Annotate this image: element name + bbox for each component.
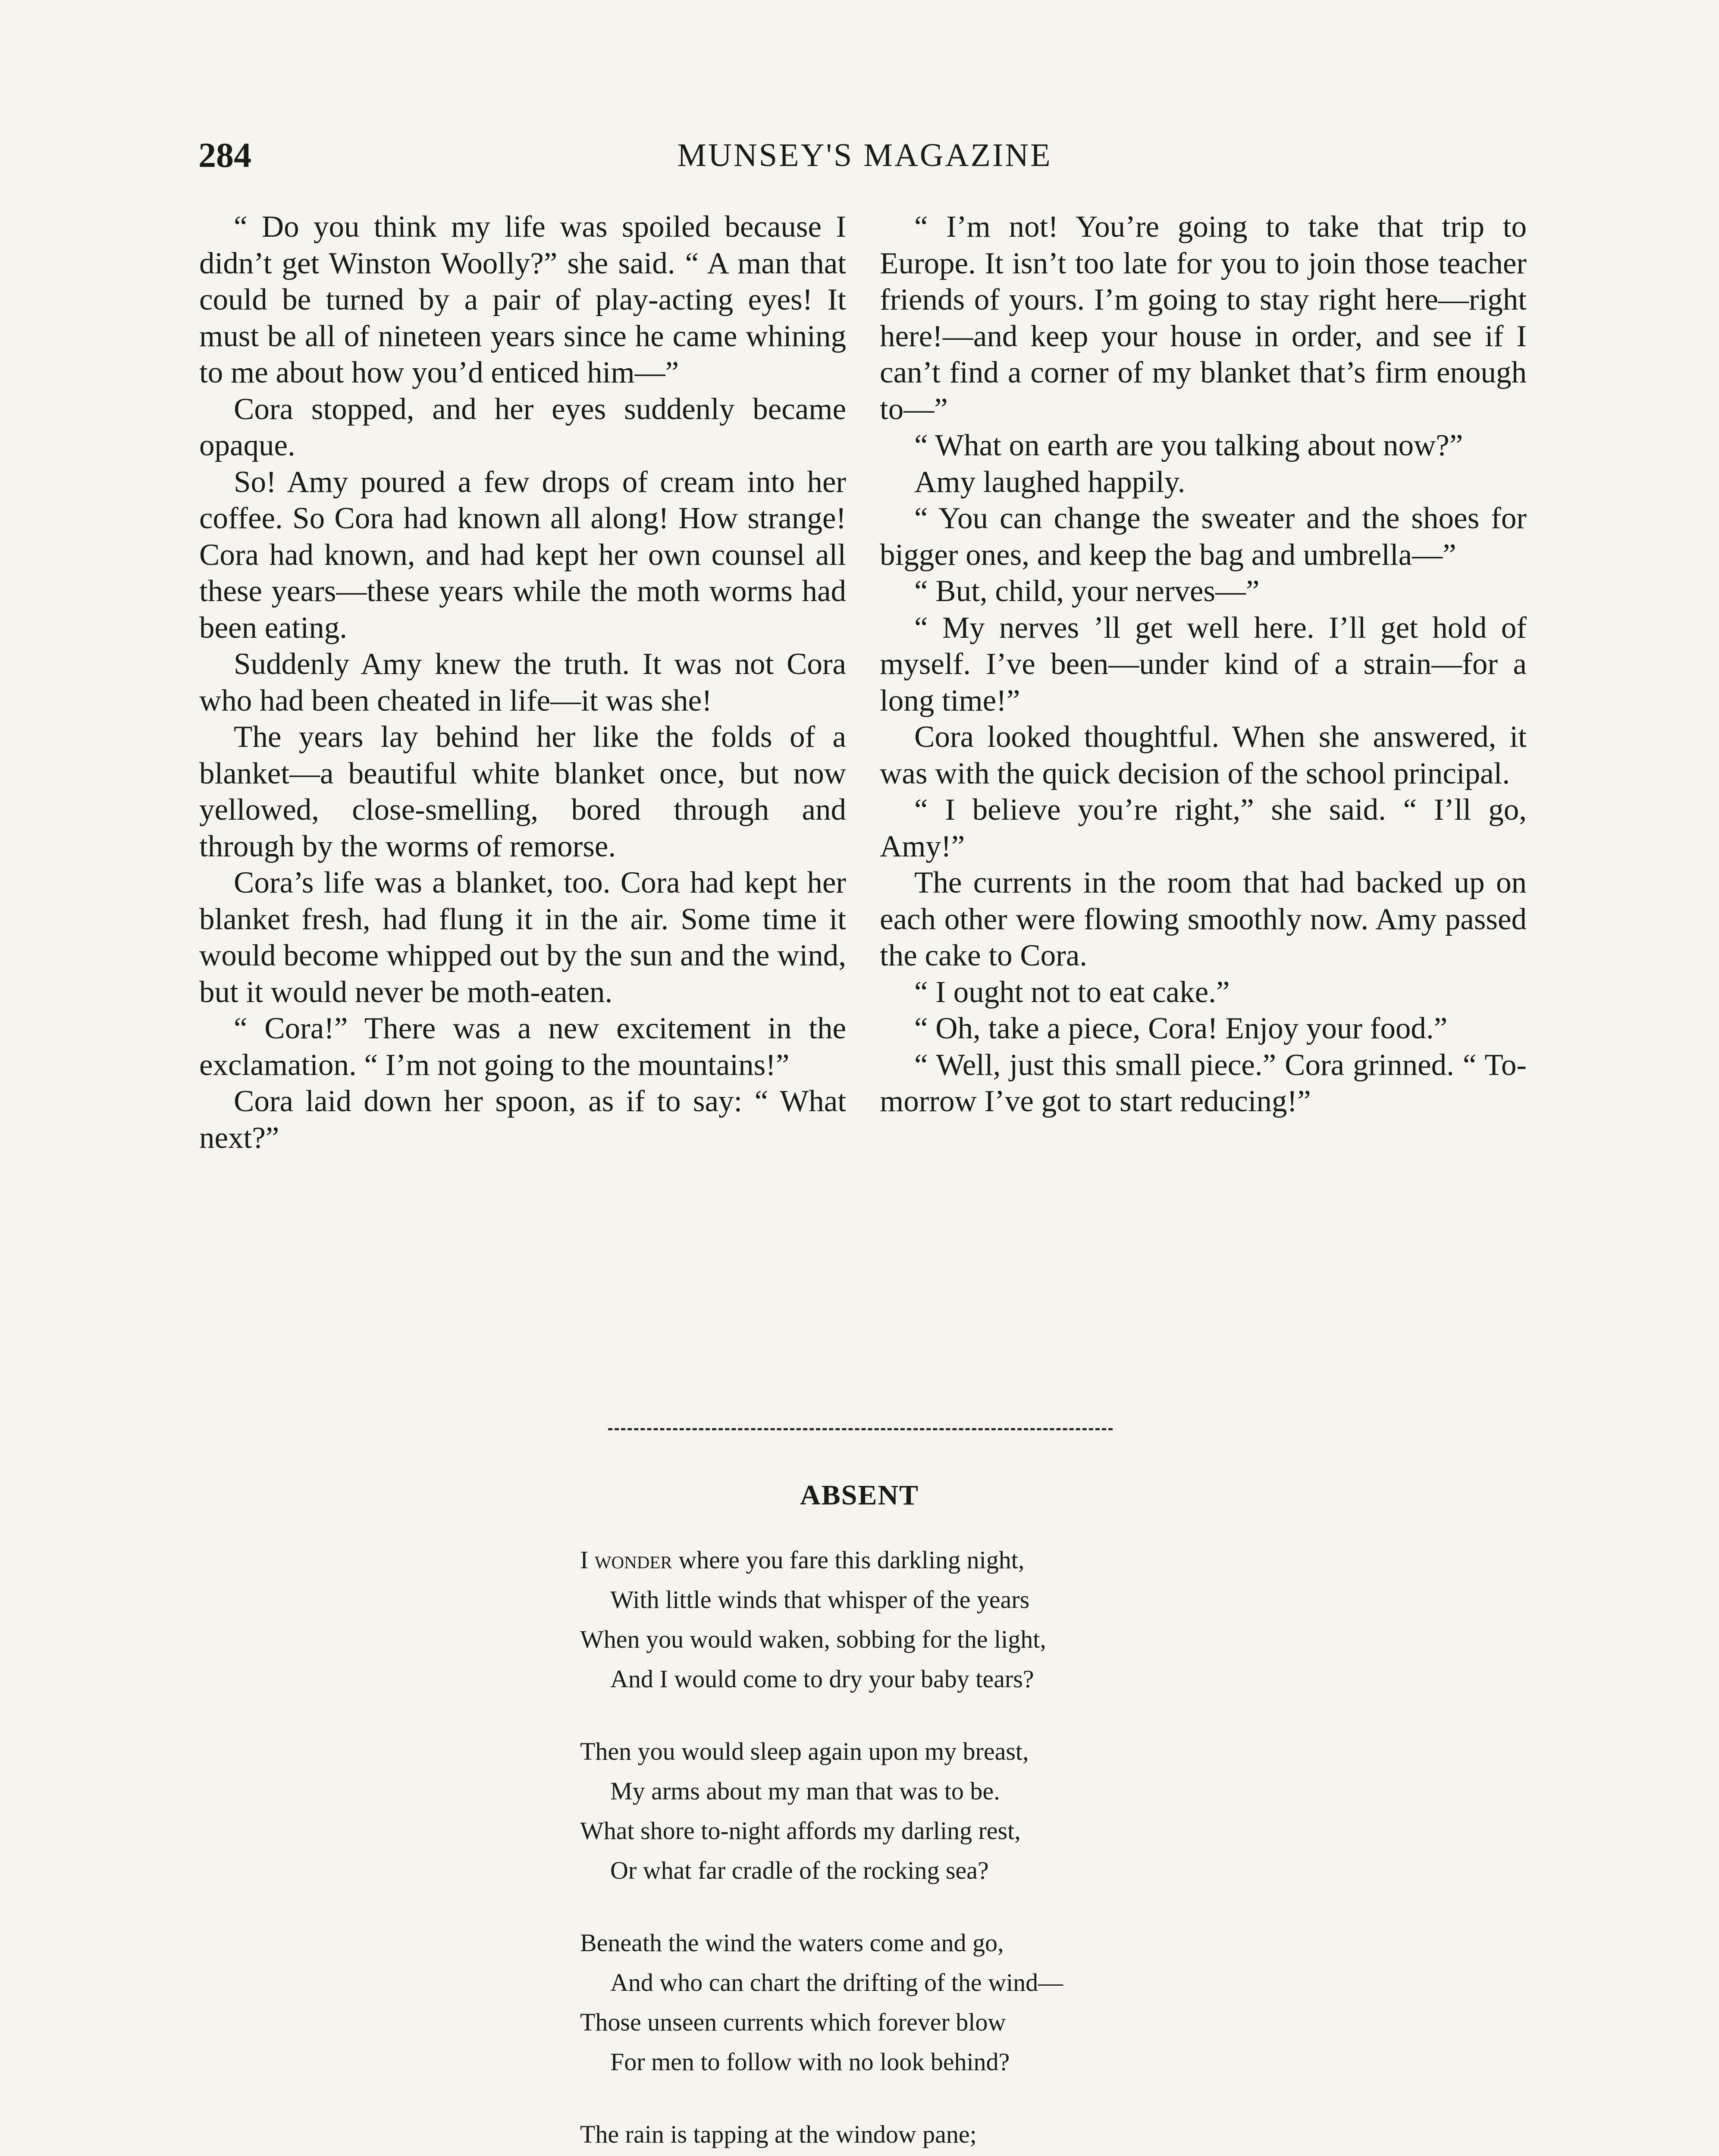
paragraph: “ You can change the sweater and the shoes for bigger ones, and keep the bag and umbrella—”	[880, 501, 1527, 572]
paragraph: “ Do you think my life was spoiled because I didn’t get Winston Woolly?” she said. “ A man that could be turned by a pair of play-acting eyes! It must be all of nineteen years since he came whining to me about how you’d enticed him—”	[199, 210, 846, 389]
paragraph: “ Well, just this small piece.” Cora grinned. “ To-morrow I’ve got to start reducing!”	[880, 1048, 1527, 1118]
poem-line: And I would come to dry your baby tears?	[610, 1665, 1034, 1693]
stanza	[580, 1732, 1313, 1890]
poem-line: With little winds that whisper of the years	[610, 1586, 1030, 1614]
paragraph: Cora looked thoughtful. When she answered, it was with the quick decision of the school principal.	[880, 720, 1527, 790]
poem-line: And who can chart the drifting of the wind—	[610, 1968, 1063, 1996]
poem-line: Beneath the wind the waters come and go,	[580, 1929, 1004, 1957]
stanza	[580, 1540, 1313, 1699]
paragraph: “ I ought not to eat cake.”	[914, 975, 1230, 1009]
poem-line: Then you would sleep again upon my breast,	[580, 1737, 1029, 1765]
stanza	[580, 2115, 1313, 2156]
paragraph: The years lay behind her like the folds of a blanket—a beautiful white blanket once, but now yellowed, close-smelling, bored through and through by the worms of remorse.	[199, 720, 846, 863]
paragraph: “ My nerves ’ll get well here. I’ll get hold of myself. I’ve been—under kind of a strain—for a long time!”	[880, 611, 1527, 718]
initial-words: I wonder	[580, 1546, 672, 1574]
paragraph: “ What on earth are you talking about now?”	[914, 429, 1463, 462]
poem-line: For men to follow with no look behind?	[610, 2048, 1010, 2076]
paragraph: So! Amy poured a few drops of cream into her coffee. So Cora had known all along! How strange! Cora had known, and had kept her own counsel all these years—these years while the moth worms had been eating.	[199, 465, 846, 645]
poem-title: ABSENT	[800, 1479, 919, 1511]
stanza	[580, 1923, 1313, 2082]
paragraph: “ Oh, take a piece, Cora! Enjoy your food.”	[914, 1012, 1448, 1045]
poem-line: When you would waken, sobbing for the light,	[580, 1625, 1046, 1653]
poem-line: What shore to-night affords my darling rest,	[580, 1817, 1021, 1845]
poem-line: The rain is tapping at the window pane;	[580, 2120, 977, 2148]
poem-line: Those unseen currents which forever blow	[580, 2008, 1006, 2036]
poem-line: My arms about my man that was to be.	[610, 1777, 1000, 1805]
page-header	[198, 129, 1531, 181]
paragraph: Suddenly Amy knew the truth. It was not Cora who had been cheated in life—it was she!	[199, 647, 846, 718]
paragraph: “ Cora!” There was a new excitement in the exclamation. “ I’m not going to the mountains!”	[199, 1012, 846, 1082]
running-title: MUNSEY'S MAGAZINE	[677, 137, 1052, 173]
section-divider	[608, 1428, 1113, 1430]
paragraph: Cora laid down her spoon, as if to say: “ What next?”	[199, 1084, 846, 1155]
paragraph: “ But, child, your nerves—”	[914, 574, 1260, 608]
story-column-right	[880, 209, 1527, 1120]
paragraph: Cora’s life was a blanket, too. Cora had kept her blanket fresh, had flung it in the air. Some time it would become whipped out by the sun and the wind, but it would never be moth-eaten.	[199, 866, 846, 1009]
poem-body	[580, 1540, 1313, 2156]
poem-line: Or what far cradle of the rocking sea?	[610, 1856, 989, 1884]
story-column-left	[199, 209, 846, 1156]
poem-line	[580, 2154, 1313, 2156]
poem-line	[580, 1540, 1313, 1580]
page-number: 284	[198, 135, 251, 175]
paragraph: “ I believe you’re right,” she said. “ I’ll go, Amy!”	[880, 793, 1527, 863]
first-line-rest: where you fare this darkling night,	[672, 1546, 1025, 1574]
paragraph: The currents in the room that had backed up on each other were flowing smoothly now. Amy passed the cake to Cora.	[880, 866, 1527, 972]
paragraph: Cora stopped, and her eyes suddenly became opaque.	[199, 392, 846, 462]
paragraph: “ I’m not! You’re going to take that trip to Europe. It isn’t too late for you to join those teacher friends of yours. I’m going to stay right here—right here!—and keep your house in order, and see if I can’t find a corner of my blanket that’s firm enough to—”	[880, 210, 1527, 426]
paragraph: Amy laughed happily.	[914, 465, 1186, 499]
